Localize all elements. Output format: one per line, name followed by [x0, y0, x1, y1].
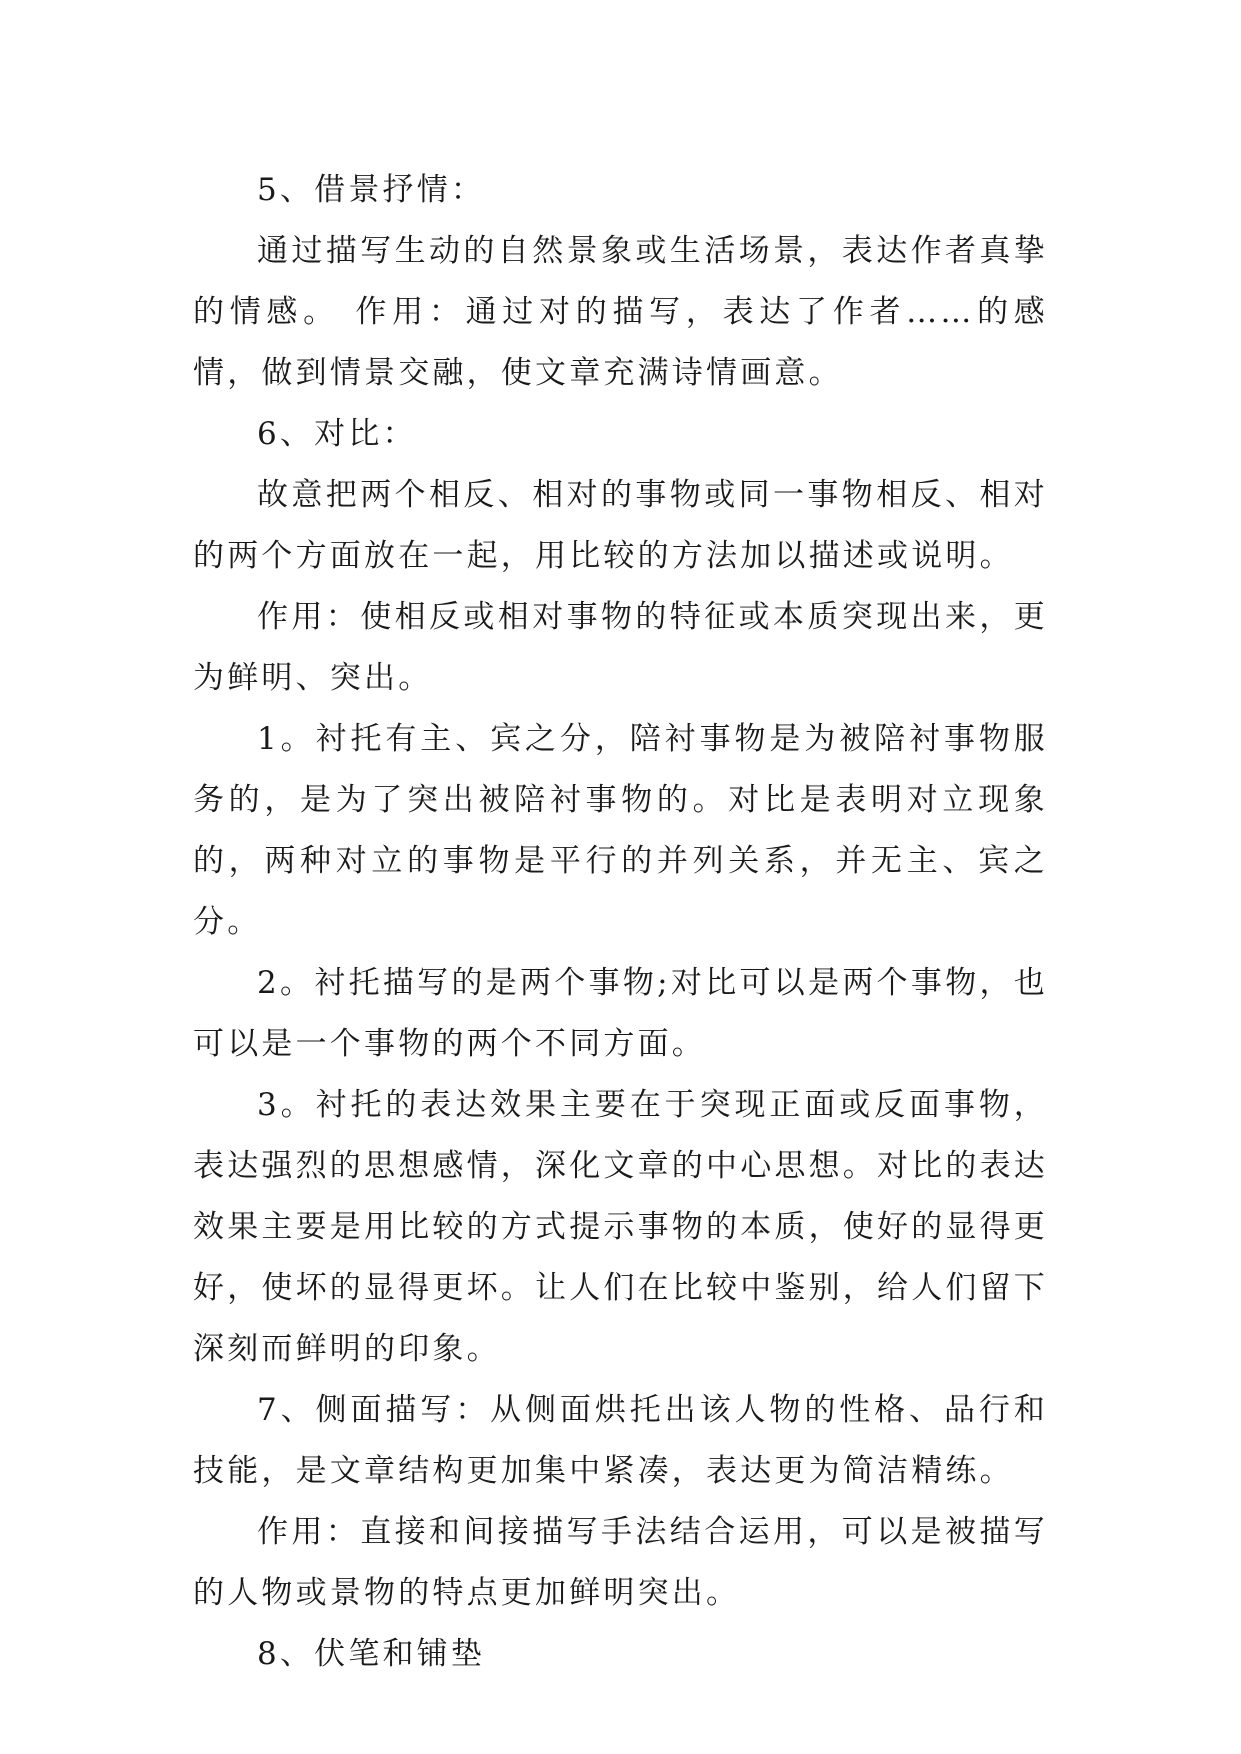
document-body	[193, 160, 1048, 1685]
paragraph-point-2: 2。衬托描写的是两个事物;对比可以是两个事物，也可以是一个事物的两个不同方面。	[193, 965, 1048, 1062]
heading-8-foreshadowing: 8、伏笔和铺垫	[257, 1636, 486, 1672]
paragraph-point-3: 3。衬托的表达效果主要在于突现正面或反面事物，表达强烈的思想感情，深化文章的中心思想。对比的表达效果主要是用比较的方式提示事物的本质，使好的显得更好，使坏的显得更坏。让人们在比较中鉴别，给人们留下深刻而鲜明的印象。	[193, 1087, 1048, 1367]
heading-5-borrow-scene: 5、借景抒情：	[257, 172, 486, 208]
paragraph-side-description-effect: 作用：直接和间接描写手法结合运用，可以是被描写的人物或景物的特点更加鲜明突出。	[193, 1514, 1048, 1611]
paragraph-scene-description: 通过描写生动的自然景象或生活场景，表达作者真挚的情感。 作用：通过对的描写，表达了作者……的感情，做到情景交融，使文章充满诗情画意。	[193, 233, 1048, 391]
paragraph-point-1: 1。衬托有主、宾之分，陪衬事物是为被陪衬事物服务的，是为了突出被陪衬事物的。对比是表明对立现象的，两种对立的事物是平行的并列关系，并无主、宾之分。	[193, 721, 1048, 940]
paragraph-contrast-definition: 故意把两个相反、相对的事物或同一事物相反、相对的两个方面放在一起，用比较的方法加以描述或说明。	[193, 477, 1048, 574]
paragraph-contrast-effect: 作用：使相反或相对事物的特征或本质突现出来，更为鲜明、突出。	[193, 599, 1048, 696]
heading-6-contrast: 6、对比：	[257, 416, 417, 452]
heading-7-side-description: 7、侧面描写：从侧面烘托出该人物的性格、品行和技能，是文章结构更加集中紧凑，表达更为简洁精练。	[193, 1392, 1048, 1489]
